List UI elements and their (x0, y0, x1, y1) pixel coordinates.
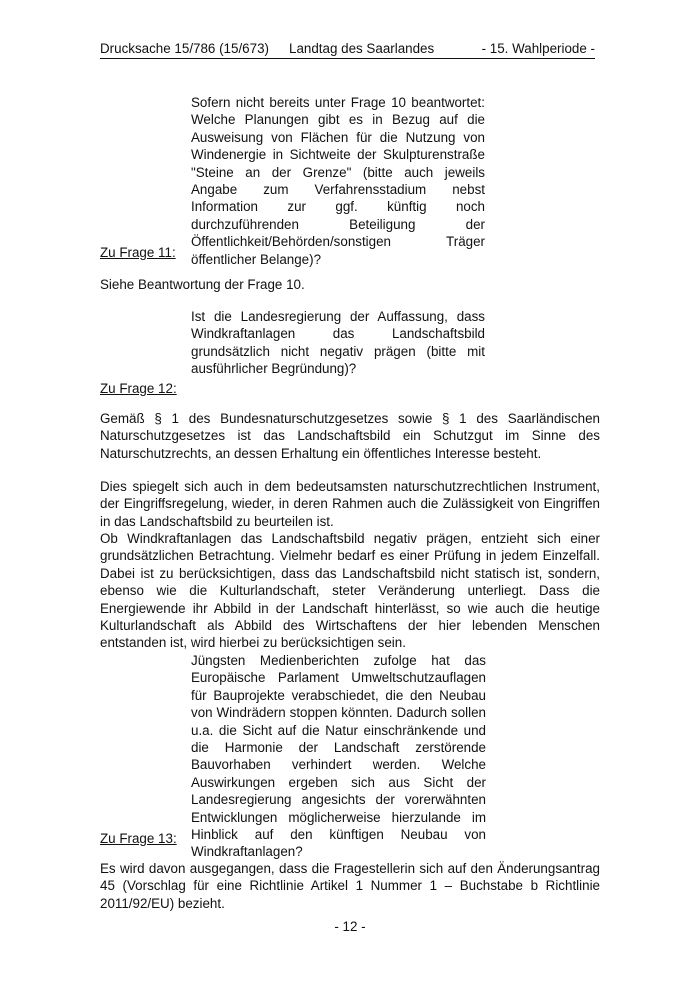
answer-11-heading: Zu Frage 11: (100, 245, 176, 260)
answer-13: Es wird davon ausgegangen, dass die Fragestellerin sich auf den Änderungsantrag 45 (Vorschlag für eine Richtlinie Artikel 1 Nummer 1 – Buchstabe b Richtlinie 2011/92/EU) bezieht. (100, 861, 600, 911)
page-number: - 12 - (334, 919, 366, 934)
answer-13-heading: Zu Frage 13: (100, 831, 177, 846)
question-12: Ist die Landesregierung der Auffassung, dass Windkraftanlagen das Landschaftsbild grundsätzlich nicht negativ prägen (bitte mit ausführlicher Begründung)? (191, 309, 485, 377)
answer-12-paragraph-1: Gemäß § 1 des Bundesnaturschutzgesetzes sowie § 1 des Saarländischen Naturschutzgesetzes ist das Landschaftsbild ein Schutzgut im Sinne des Naturschutzrechts, an dessen Erhaltung ein öffentliches Interesse besteht. (100, 411, 600, 461)
answer-12-paragraph-2: Dies spiegelt sich auch in dem bedeutsamsten naturschutzrechtlichen Instrument, der Eingriffsregelung, wieder, in deren Rahmen auch die Zulässigkeit von Eingriffen in das Landschaftsbild zu beurteilen ist. (100, 479, 600, 529)
answer-12-heading: Zu Frage 12: (100, 381, 177, 396)
answer-11: Siehe Beantwortung der Frage 10. (100, 277, 305, 292)
legislative-period: - 15. Wahlperiode - (481, 41, 595, 56)
page-header (100, 40, 595, 59)
answer-12-paragraph-3: Ob Windkraftanlagen das Landschaftsbild negativ prägen, entzieht sich einer grundsätzlichen Betrachtung. Vielmehr bedarf es einer Prüfung in jedem Einzelfall. Dabei ist zu berücksichtigen, dass das Landschaftsbild nicht statisch ist, sondern, ebenso wie die Kulturlandschaft, steter Veränderung unterliegt. Dass die Energiewende ihr Abbild in der Landschaft hinterlässt, so wie auch die heutige Kulturlandschaft als Abbild des Wirtschaftens der hier lebenden Menschen entstanden ist, wird hierbei zu berücksichtigen sein. (100, 531, 600, 651)
question-11: Sofern nicht bereits unter Frage 10 beantwortet: Welche Planungen gibt es in Bezug auf die Ausweisung von Flächen für die Nutzung von Windenergie in Sichtweite der Skulpturenstraße "Steine an der Grenze" (bitte auch jeweils Angabe zum Verfahrensstadium nebst Information zur ggf. künftig noch durchzuführenden Beteiligung der Öffentlichkeit/Behörden/sonstigen Träger öffentlicher Belange)? (191, 95, 485, 267)
question-13: Jüngsten Medienberichten zufolge hat das Europäische Parlament Umweltschutzauflagen für Bauprojekte verabschiedet, die den Neubau von Windrädern stoppen könnten. Dadurch sollen u.a. die Sicht auf die Natur einschränkende und die Harmonie der Landschaft zerstörende Bauvorhaben verhindert werden. Welche Auswirkungen ergeben sich aus Sicht der Landesregierung angesichts der vorerwähnten Entwicklungen möglicherweise hierzulande im Hinblick auf den künftigen Neubau von Windkraftanlagen? (191, 653, 486, 860)
document-number: Drucksache 15/786 (15/673) (100, 41, 269, 56)
parliament-name: Landtag des Saarlandes (289, 41, 435, 56)
